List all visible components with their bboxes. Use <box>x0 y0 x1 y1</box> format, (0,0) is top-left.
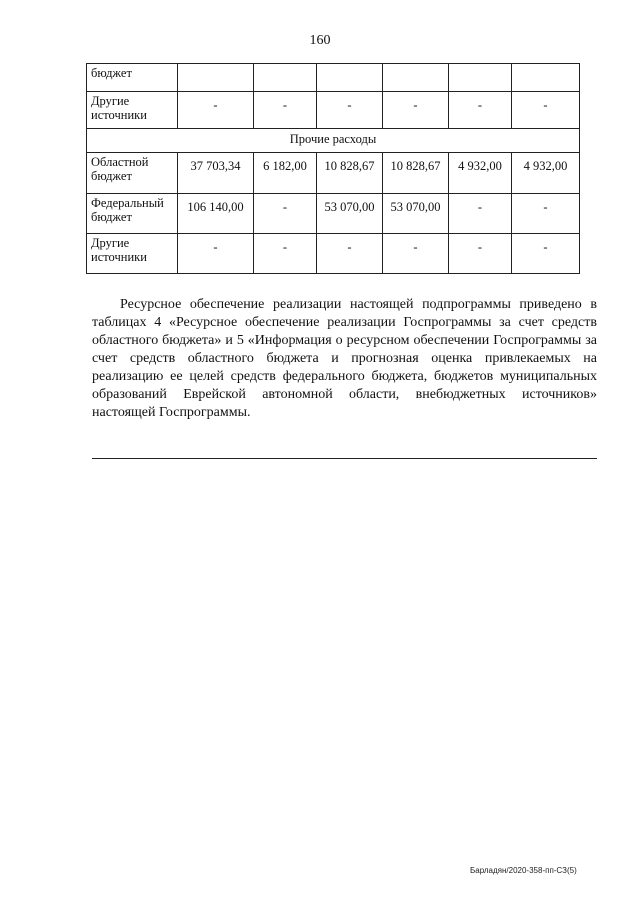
table-cell <box>449 64 512 92</box>
table-cell <box>383 64 449 92</box>
table-cell: - <box>254 92 317 129</box>
row-label: Федеральный бюджет <box>87 194 178 234</box>
table-cell: 4 932,00 <box>449 153 512 194</box>
table-cell: - <box>512 234 580 274</box>
section-row <box>87 129 580 153</box>
table-cell: - <box>512 194 580 234</box>
table-cell: - <box>178 234 254 274</box>
table-cell: - <box>317 92 383 129</box>
table-cell: - <box>254 194 317 234</box>
page-number: 160 <box>309 33 331 48</box>
table-cell: 10 828,67 <box>383 153 449 194</box>
budget-table <box>86 63 580 274</box>
table-cell: - <box>449 92 512 129</box>
table-cell: - <box>449 234 512 274</box>
table-row <box>87 64 580 92</box>
table-cell: - <box>383 92 449 129</box>
body-paragraph: Ресурсное обеспечение реализации настоящей подпрограммы приведено в таблицах 4 «Ресурсное обеспечение реализации Госпрограммы за счет средств областного бюджета» и 5 «Информация о ресурсном обеспечении Госпрограммы за счет средств областного бюджета и прогнозная оценка привлекаемых на реализацию ее целей средств федерального бюджета, бюджетов муниципальных образований Еврейской автономной области, внебюджетных источников» настоящей Госпрограммы. <box>92 297 597 420</box>
table-cell: - <box>317 234 383 274</box>
table-cell: 6 182,00 <box>254 153 317 194</box>
row-label: бюджет <box>87 64 178 92</box>
row-label: Другие источники <box>87 234 178 274</box>
table-row <box>87 234 580 274</box>
table-cell <box>254 64 317 92</box>
table-row <box>87 194 580 234</box>
table-cell: - <box>449 194 512 234</box>
table-row <box>87 153 580 194</box>
table-cell: - <box>512 92 580 129</box>
row-label: Другие источники <box>87 92 178 129</box>
table-cell: 4 932,00 <box>512 153 580 194</box>
table-cell <box>317 64 383 92</box>
table-cell: 53 070,00 <box>383 194 449 234</box>
footnote-divider <box>92 458 597 459</box>
table-cell: - <box>383 234 449 274</box>
table-row <box>87 92 580 129</box>
table-cell: - <box>178 92 254 129</box>
table-cell: 106 140,00 <box>178 194 254 234</box>
document-code: Барладян/2020-358-пп-СЗ(5) <box>470 866 577 875</box>
table-cell <box>178 64 254 92</box>
table-cell: - <box>254 234 317 274</box>
table-cell: 53 070,00 <box>317 194 383 234</box>
section-title: Прочие расходы <box>87 129 580 153</box>
table-cell <box>512 64 580 92</box>
table-cell: 10 828,67 <box>317 153 383 194</box>
row-label: Областной бюджет <box>87 153 178 194</box>
table-cell: 37 703,34 <box>178 153 254 194</box>
